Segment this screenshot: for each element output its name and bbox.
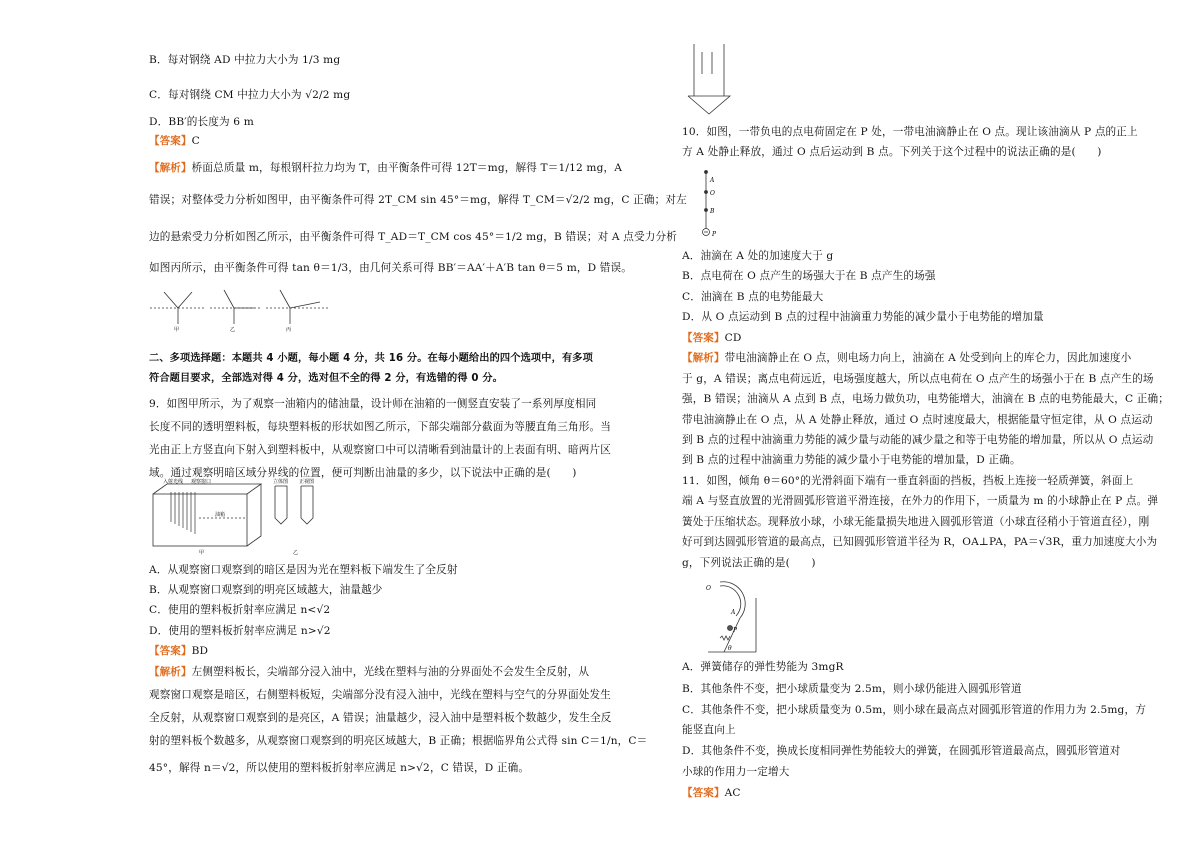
answer-tag: 【答案】 (149, 135, 192, 147)
answer-value: C (191, 135, 200, 147)
analysis-text: 射的塑料板个数越多，从观察窗口观察到的明亮区域越大，B 正确；根据临界角公式得 sin C＝1/n，C＝ (149, 735, 648, 747)
point-p: P (733, 627, 738, 634)
oil-tank-figure (149, 478, 329, 556)
answer-tag: 【答案】 (682, 787, 725, 799)
point-p: P (712, 231, 717, 238)
option-b: B．从观察窗口观察到的明亮区域越大，油量越少 (149, 584, 383, 596)
option-d: D．使用的塑料板折射率应满足 n>√2 (149, 625, 331, 637)
analysis-text: 强，B 错误；油滴从 A 点到 B 点，电场力做负功，电势能增大，油滴在 B 点的电势能最大，C 正确； (682, 393, 1170, 405)
option-d: D．从 O 点运动到 B 点的过程中油滴重力势能的减少量小于电势能的增加量 (682, 311, 1044, 323)
analysis-text: 于 g，A 错误；离点电荷远近，电场强度越大，所以点电荷在 O 点产生的场强小于在 B 点产生的场 (682, 373, 1154, 385)
answer-line (149, 644, 208, 658)
option-b: B．每对钢绕 AD 中拉力大小为 1/3 mg (149, 54, 341, 66)
fig-label-yi: 乙 (230, 327, 236, 332)
option-c: C．每对钢绕 CM 中拉力大小为 √2/2 mg (149, 89, 351, 101)
question-9: 光由正上方竖直向下射入到塑料板中，从观察窗口中可以清晰看到油量计的上表面有明、暗两片区 (149, 444, 611, 456)
incline-figure (700, 578, 764, 656)
question-10: 10．如图，一带负电的点电荷固定在 P 处，一带电油滴静止在 O 点。现让该油滴从 P 点的正上 (682, 126, 1138, 138)
answer-line (682, 786, 741, 800)
answer-line (682, 331, 742, 345)
question-11: 端 A 与竖直放置的光滑圆弧形管道平滑连接，在外力的作用下，一质量为 m 的小球静止在 P 点。弹 (682, 495, 1159, 507)
fig-label-jia: 甲 (174, 327, 180, 332)
fig-label-3d: 立体图 (273, 479, 289, 485)
analysis-tag: 【解析】 (149, 162, 192, 174)
question-11: 11．如图，倾角 θ＝60°的光滑斜面下端有一垂直斜面的挡板，挡板上连接一轻质弹簧，斜面上 (682, 475, 1134, 487)
analysis-text: 到 B 点的过程中油滴重力势能的减少量与动能的减少量之和等于电势能的增加量，所以从 O 点运动 (682, 434, 1154, 446)
option-b: B．点电荷在 O 点产生的场强大于在 B 点产生的场强 (682, 270, 936, 282)
question-10: 方 A 处静止释放，通过 O 点后运动到 B 点。下列关于这个过程中的说法正确的是( ) (682, 146, 1102, 158)
charge-figure (698, 166, 728, 238)
analysis-tag: 【解析】 (682, 352, 725, 364)
point-a: A (731, 609, 736, 616)
analysis-text: 带电油滴静止在 O 点，则电场力向上，油滴在 A 处受到向上的库仑力，因此加速度小 (724, 352, 1132, 364)
analysis-line (149, 161, 622, 175)
answer-value: CD (724, 332, 742, 344)
fig-label-jia: 甲 (199, 550, 205, 556)
option-d-cont: 小球的作用力一定增大 (682, 766, 790, 778)
fig-label-front: 正视图 (299, 479, 315, 485)
question-11: 簧处于压缩状态。现释放小球，小球无能量损失地进入圆弧形管道（小球直径稍小于管道直径），刚 (682, 516, 1150, 528)
fig-label-tank: 油箱 (215, 512, 226, 518)
analysis-text: 桥面总质量 m，每根钢杆拉力均为 T，由平衡条件可得 12T＝mg，解得 T＝1/12 mg，A (191, 162, 623, 174)
analysis-text: 如图丙所示，由平衡条件可得 tan θ＝1/3，由几何关系可得 BB′＝AA′＋A′B tan θ＝5 m，D 错误。 (149, 262, 633, 274)
analysis-text: 边的悬索受力分析如图乙所示，由平衡条件可得 T_AD＝T_CM cos 45°＝1/2 mg，B 错误；对 A 点受力分析 (149, 231, 677, 243)
answer-line (149, 134, 200, 148)
point-o: O (706, 585, 711, 592)
option-d: D．其他条件不变，换成长度相同弹性势能较大的弹簧，在圆弧形管道最高点，圆弧形管道对 (682, 745, 1121, 757)
point-a: A (710, 177, 715, 184)
container-figure (686, 44, 732, 116)
option-a: A．油滴在 A 处的加速度大于 g (682, 250, 834, 262)
option-a: A．弹簧储存的弹性势能为 3mgR (682, 661, 844, 673)
option-a: A．从观察窗口观察到的暗区是因为光在塑料板下端发生了全反射 (149, 564, 458, 576)
analysis-text: 全反射，从观察窗口观察到的是亮区，A 错误；油量越少，浸入油中是塑料板个数越少，发生全反 (149, 712, 612, 724)
force-diagram-figure (150, 282, 330, 332)
option-d: D．BB′的长度为 6 m (149, 116, 254, 128)
answer-value: AC (724, 787, 741, 799)
point-b: B (710, 208, 715, 215)
fig-label-yi: 乙 (293, 550, 299, 556)
analysis-text: 左侧塑料板长，尖端部分浸入油中，光线在塑料与油的分界面处不会发生全反射，从 (191, 666, 590, 678)
answer-tag: 【答案】 (149, 645, 192, 657)
answer-tag: 【答案】 (682, 332, 725, 344)
analysis-tag: 【解析】 (149, 666, 192, 678)
option-c: C．使用的塑料板折射率应满足 n<√2 (149, 604, 331, 616)
option-c-cont: 能竖直向上 (682, 724, 736, 736)
answer-value: BD (191, 645, 209, 657)
section-heading: 二、多项选择题：本题共 4 小题，每小题 4 分，共 16 分。在每小题给出的四个选项中，有多项 (149, 353, 593, 364)
analysis-text: 45°，解得 n＝√2，所以使用的塑料板折射率应满足 n>√2，C 错误，D 正确。 (149, 762, 530, 774)
section-heading-cont: 符合题目要求，全部选对得 4 分，选对但不全的得 2 分，有选错的得 0 分。 (149, 373, 504, 384)
option-c: C．油滴在 B 点的电势能最大 (682, 291, 824, 303)
fig-label-window: 观察窗口 (191, 479, 212, 485)
analysis-text: 带电油滴静止在 O 点，从 A 处静止释放，通过 O 点时速度最大，根据能量守恒定律，从 O 点运动 (682, 414, 1153, 426)
angle-theta: θ (728, 645, 732, 652)
analysis-line (682, 351, 1131, 365)
question-9: 9．如图甲所示，为了观察一油箱内的储油量，设计师在油箱的一侧竖直安装了一系列厚度相同 (149, 398, 597, 410)
option-b: B．其他条件不变，把小球质量变为 2.5m，则小球仍能进入圆弧形管道 (682, 683, 1022, 695)
question-11: g，下列说法正确的是( ) (682, 557, 816, 569)
option-c: C．其他条件不变，把小球质量变为 0.5m，则小球在最高点对圆弧形管道的作用力为 2.5mg，方 (682, 704, 1146, 716)
fig-label-incident: 入射光线 (163, 479, 184, 485)
question-9: 长度不同的透明塑料板，每块塑料板的形状如图乙所示，下部尖端部分截面为等腰直角三角形。当 (149, 421, 611, 433)
question-11: 好可到达圆弧形管道的最高点，已知圆弧形管道半径为 R，OA⊥PA，PA＝√3R，重力加速度大小为 (682, 536, 1158, 548)
point-o: O (710, 190, 715, 197)
analysis-text: 观察窗口观察是暗区，右侧塑料板短，尖端部分没有浸入油中，光线在塑料与空气的分界面处发生 (149, 689, 611, 701)
analysis-line (149, 665, 589, 679)
question-9: 域。通过观察明暗区域分界线的位置，便可判断出油量的多少，以下说法中正确的是( ) (149, 467, 577, 479)
analysis-text: 错误；对整体受力分析如图甲，由平衡条件可得 2T_CM sin 45°＝mg，解得 T_CM＝√2/2 mg，C 正确；对左 (149, 194, 687, 206)
analysis-text: 到 B 点的过程中油滴重力势能的减少量小于电势能的增加量，D 正确。 (682, 454, 1021, 466)
fig-label-bing: 丙 (286, 327, 292, 332)
